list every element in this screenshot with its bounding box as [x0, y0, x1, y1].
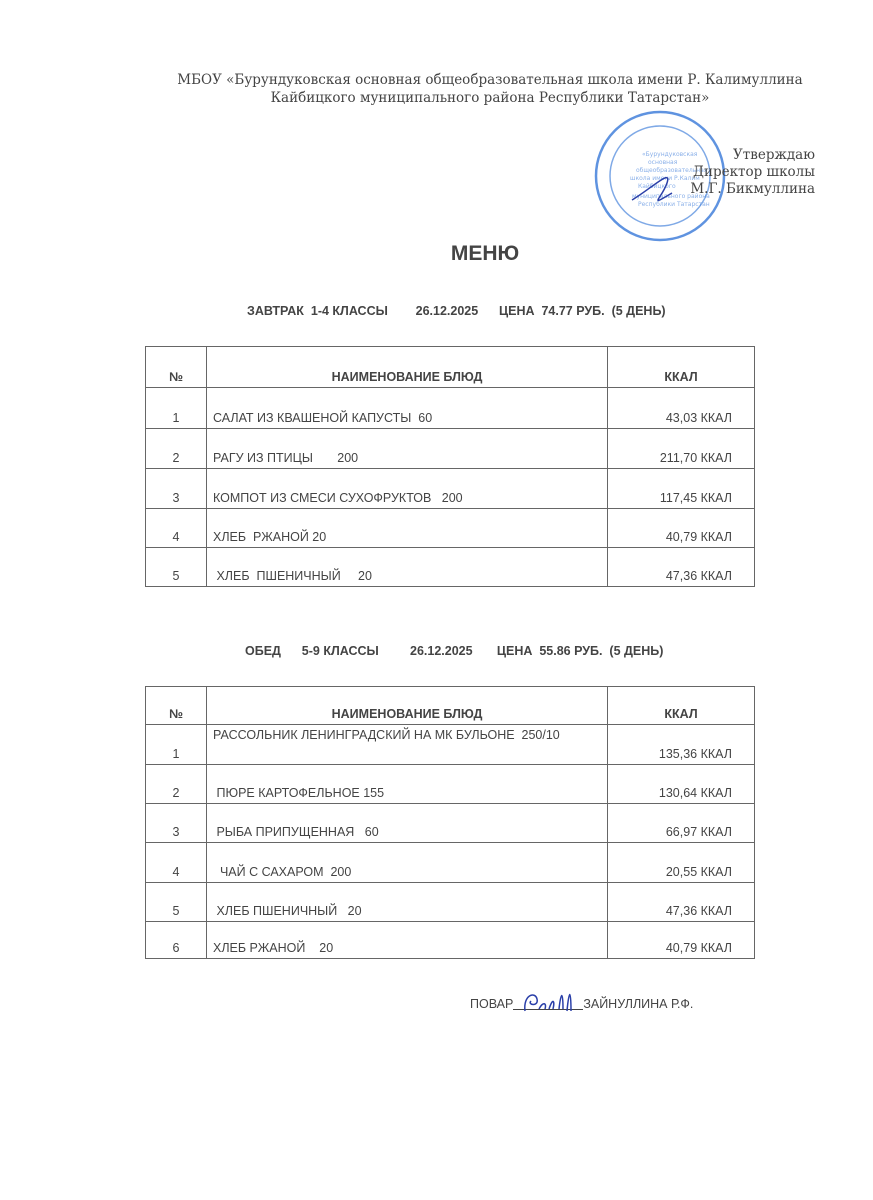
dish-kcal: 130,64 ККАЛ — [608, 765, 755, 804]
dish-name: ХЛЕБ ПШЕНИЧНЫЙ 20 — [207, 548, 608, 587]
col-name: НАИМЕНОВАНИЕ БЛЮД — [207, 347, 608, 388]
dish-number: 6 — [146, 922, 207, 959]
svg-text:«Бурундуковская: «Бурундуковская — [642, 151, 698, 158]
svg-text:Кайбицкого: Кайбицкого — [638, 183, 676, 190]
table-row — [146, 883, 755, 922]
school-name-line2: Кайбицкого муниципального района Республики Татарстан» — [270, 90, 710, 106]
cook-signature-line — [470, 997, 693, 1011]
table-row — [146, 509, 755, 548]
svg-text:школа имени Р.Калим: школа имени Р.Калим — [630, 175, 700, 182]
table-row — [146, 765, 755, 804]
lunch-heading: ОБЕД 5-9 КЛАССЫ 26.12.2025 ЦЕНА 55.86 РУБ. (5 ДЕНЬ) — [245, 644, 664, 658]
dish-kcal: 40,79 ККАЛ — [608, 509, 755, 548]
dish-name: ЧАЙ С САХАРОМ 200 — [207, 843, 608, 883]
table-header — [146, 347, 755, 388]
school-name-line1: МБОУ «Бурундуковская основная общеобразовательная школа имени Р. Калимуллина — [177, 72, 803, 88]
table-row — [146, 469, 755, 509]
dish-kcal: 117,45 ККАЛ — [608, 469, 755, 509]
dish-name: РЫБА ПРИПУЩЕННАЯ 60 — [207, 804, 608, 843]
dish-kcal: 47,36 ККАЛ — [608, 883, 755, 922]
table-row — [146, 922, 755, 959]
svg-text:Республики Татарстан: Республики Татарстан — [638, 201, 710, 208]
cook-name: ЗАЙНУЛЛИНА Р.Ф. — [583, 997, 694, 1011]
dish-number: 2 — [146, 765, 207, 804]
dish-number: 5 — [146, 883, 207, 922]
dish-kcal: 40,79 ККАЛ — [608, 922, 755, 959]
dish-kcal: 66,97 ККАЛ — [608, 804, 755, 843]
svg-text:муниципального района: муниципального района — [632, 193, 710, 200]
approval-position: Директор школы — [692, 164, 815, 180]
dish-name: ХЛЕБ РЖАНОЙ 20 — [207, 509, 608, 548]
dish-number: 5 — [146, 548, 207, 587]
dish-number: 2 — [146, 429, 207, 469]
dish-number: 4 — [146, 509, 207, 548]
dish-number: 4 — [146, 843, 207, 883]
dish-number: 1 — [146, 388, 207, 429]
dish-number: 3 — [146, 804, 207, 843]
table-header — [146, 687, 755, 725]
dish-number: 1 — [146, 725, 207, 765]
col-kcal: ККАЛ — [608, 347, 755, 388]
table-row — [146, 804, 755, 843]
approval-approve: Утверждаю — [733, 147, 815, 163]
lunch-table — [145, 686, 755, 959]
table-row — [146, 843, 755, 883]
col-name: НАИМЕНОВАНИЕ БЛЮД — [207, 687, 608, 725]
dish-name: КОМПОТ ИЗ СМЕСИ СУХОФРУКТОВ 200 — [207, 469, 608, 509]
breakfast-heading: ЗАВТРАК 1-4 КЛАССЫ 26.12.2025 ЦЕНА 74.77 РУБ. (5 ДЕНЬ) — [247, 304, 666, 318]
table-row — [146, 429, 755, 469]
table-row — [146, 388, 755, 429]
col-num: № — [146, 347, 207, 388]
table-row — [146, 548, 755, 587]
approval-name: М.Г. Бикмуллина — [690, 181, 815, 197]
dish-kcal: 43,03 ККАЛ — [608, 388, 755, 429]
col-num: № — [146, 687, 207, 725]
col-kcal: ККАЛ — [608, 687, 755, 725]
dish-kcal: 47,36 ККАЛ — [608, 548, 755, 587]
dish-name: ХЛЕБ ПШЕНИЧНЫЙ 20 — [207, 883, 608, 922]
dish-kcal: 135,36 ККАЛ — [608, 725, 755, 765]
cook-label: ПОВАР — [470, 997, 514, 1011]
page-title: МЕНЮ — [450, 242, 520, 265]
cook-signature — [513, 1009, 583, 1010]
dish-kcal: 211,70 ККАЛ — [608, 429, 755, 469]
dish-name: ХЛЕБ РЖАНОЙ 20 — [207, 922, 608, 959]
table-row — [146, 725, 755, 765]
dish-name: САЛАТ ИЗ КВАШЕНОЙ КАПУСТЫ 60 — [207, 388, 608, 429]
breakfast-table — [145, 346, 755, 587]
dish-name: ПЮРЕ КАРТОФЕЛЬНОЕ 155 — [207, 765, 608, 804]
svg-text:основная: основная — [648, 159, 678, 166]
dish-name: РАГУ ИЗ ПТИЦЫ 200 — [207, 429, 608, 469]
dish-number: 3 — [146, 469, 207, 509]
dish-name: РАССОЛЬНИК ЛЕНИНГРАДСКИЙ НА МК БУЛЬОНЕ 250/10 — [207, 725, 608, 765]
dish-kcal: 20,55 ККАЛ — [608, 843, 755, 883]
svg-text:общеобразовательная: общеобразовательная — [636, 167, 708, 174]
approval-block — [690, 147, 815, 198]
